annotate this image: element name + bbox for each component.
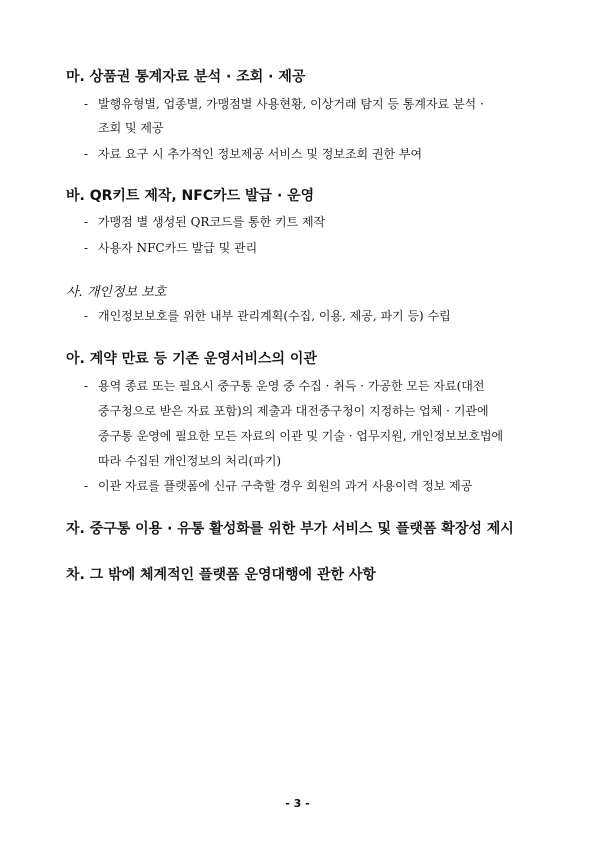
item-text: 자료 요구 시 추가적인 정보제공 서비스 및 정보조회 권한 부여	[98, 147, 423, 161]
item-dash: -	[84, 379, 89, 393]
section-heading-a: 아. 계약 만료 등 기존 운영서비스의 이관	[66, 351, 317, 367]
section-heading-ba: 바. QR키트 제작, NFC카드 발급 · 운영	[66, 188, 315, 204]
item-text: 가맹점 별 생성된 QR코드를 통한 키트 제작	[98, 215, 326, 229]
item-text: 용역 종료 또는 필요시 중구통 운영 중 수집 · 취득 · 가공한 모든 자료(대전	[98, 379, 485, 393]
item-dash: -	[84, 309, 89, 323]
page-number: - 3 -	[285, 797, 310, 810]
item-text-continued: 따라 수집된 개인정보의 처리(파기)	[98, 454, 282, 468]
item-dash: -	[84, 147, 89, 161]
item-text: 이관 자료를 플랫폼에 신규 구축할 경우 회원의 과거 사용이력 정보 제공	[98, 479, 473, 493]
item-text-continued: 조회 및 제공	[98, 121, 164, 135]
item-dash: -	[84, 97, 89, 111]
section-heading-ma: 마. 상품권 통계자료 분석 · 조회 · 제공	[66, 69, 306, 85]
item-dash: -	[84, 479, 89, 493]
item-text-continued: 중구통 운영에 필요한 모든 자료의 이관 및 기술 · 업무지원, 개인정보보호법에	[98, 429, 504, 443]
section-heading-ja: 자. 중구통 이용 · 유통 활성화를 위한 부가 서비스 및 플랫폼 확장성 제시	[66, 521, 514, 537]
item-text-continued: 중구청으로 받은 자료 포함)의 제출과 대전중구청이 지정하는 업체 · 기관에	[98, 404, 489, 418]
item-text: 발행유형별, 업종별, 가맹점별 사용현황, 이상거래 탐지 등 통계자료 분석 ·	[98, 97, 484, 111]
item-dash: -	[84, 215, 89, 229]
section-heading-cha: 차. 그 밖에 체계적인 플랫폼 운영대행에 관한 사항	[66, 567, 376, 583]
item-text: 사용자 NFC카드 발급 및 관리	[98, 241, 258, 255]
item-dash: -	[84, 241, 89, 255]
item-text: 개인정보보호를 위한 내부 관리계획(수집, 이용, 제공, 파기 등) 수립	[98, 309, 451, 323]
section-heading-sa: 사. 개인정보 보호	[66, 285, 167, 300]
